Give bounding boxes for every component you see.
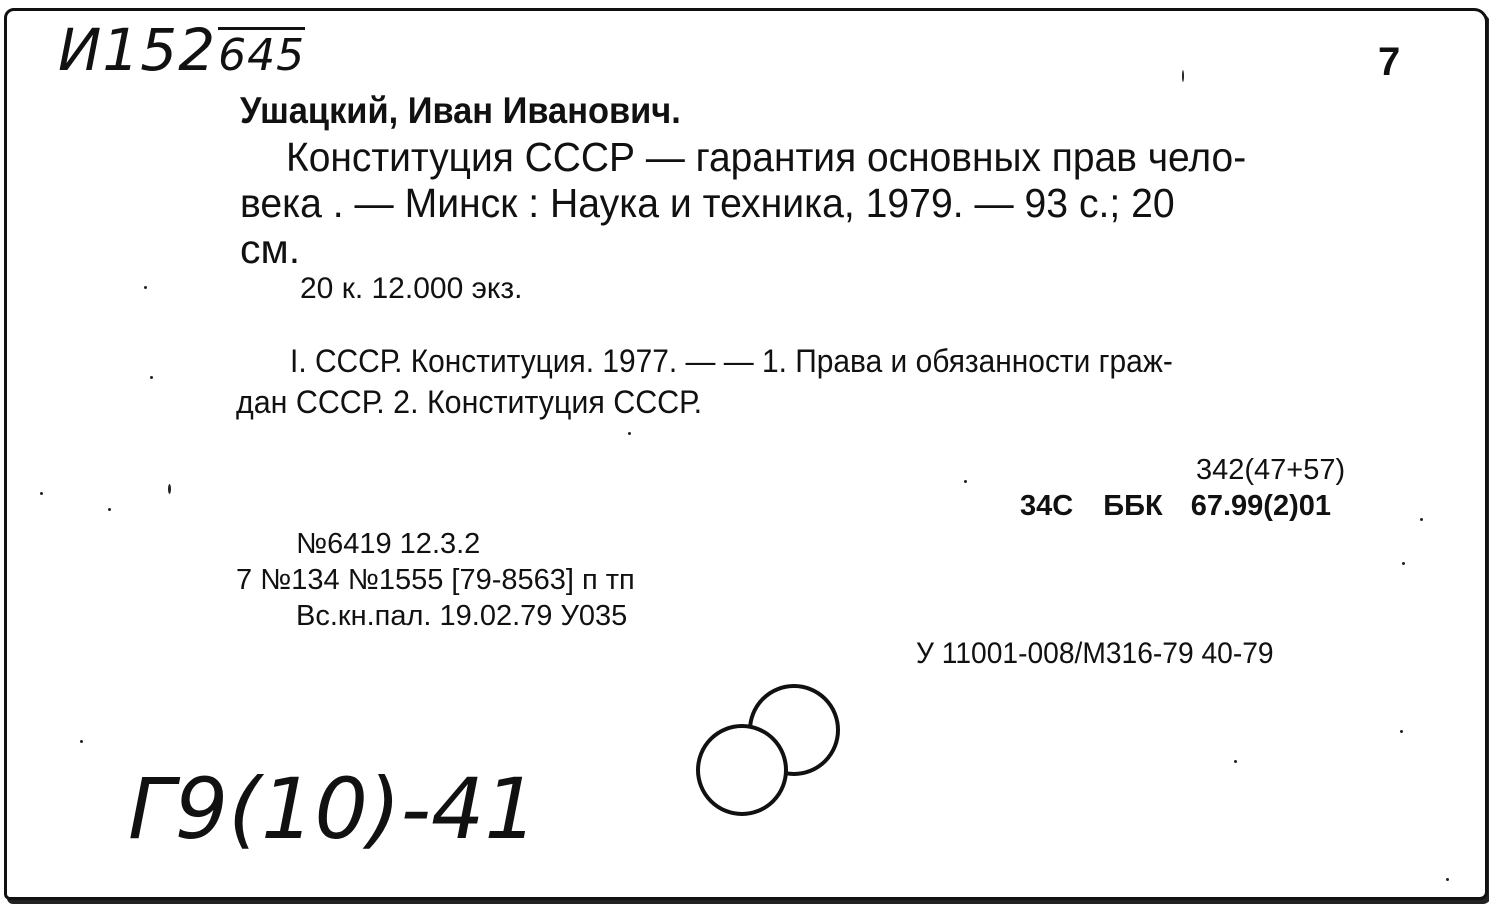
card-number: 7 (1378, 40, 1401, 84)
speckle (964, 480, 967, 483)
book-chamber: Вс.кн.пал. 19.02.79 У035 (296, 600, 628, 632)
title-line-3: см. (240, 226, 301, 272)
speckle (1400, 730, 1403, 733)
punch-circle-front (698, 726, 786, 814)
inventory-number: И152645 (58, 16, 306, 84)
speckle (628, 432, 631, 435)
speckle (1234, 760, 1237, 763)
price-run: 20 к. 12.000 экз. (300, 272, 523, 305)
speckle (108, 508, 111, 511)
bbk-code: 67.99(2)01 (1190, 490, 1331, 522)
index-code: У 11001-008/М316-79 40-79 (916, 637, 1274, 670)
print-info: 7 №134 №1555 [79-8563] п тп (236, 564, 635, 596)
bbk-label: ББК (1103, 490, 1163, 522)
speckle (1420, 518, 1423, 521)
speckle (40, 492, 43, 495)
shelf-mark: Г9(10)-41 (128, 760, 538, 858)
speckle (1182, 70, 1184, 82)
speckle (168, 484, 171, 494)
bbk-prefix: 34С (1020, 490, 1074, 522)
speckle (1446, 878, 1449, 881)
title-line-1: Конституция СССР — гарантия основных прав чело- (286, 134, 1247, 180)
order-number: №6419 12.3.2 (296, 528, 481, 560)
speckle (1402, 562, 1405, 565)
punch-circles-icon (690, 680, 860, 830)
udc-code: 342(47+57) (1196, 454, 1346, 486)
speckle (80, 740, 83, 743)
author: Ушацкий, Иван Иванович. (240, 90, 681, 131)
subjects-line-2: дан СССР. 2. Конституция СССР. (236, 384, 703, 420)
subjects-line-1: I. СССР. Конституция. 1977. — — 1. Права и обязанности граж- (290, 343, 1173, 379)
speckle (150, 376, 153, 379)
speckle (144, 286, 147, 289)
bbk-line (1020, 490, 1331, 523)
inventory-suffix: 645 (218, 27, 305, 81)
title-line-2: века . — Минск : Наука и техника, 1979. — 93 с.; 20 (240, 180, 1175, 226)
